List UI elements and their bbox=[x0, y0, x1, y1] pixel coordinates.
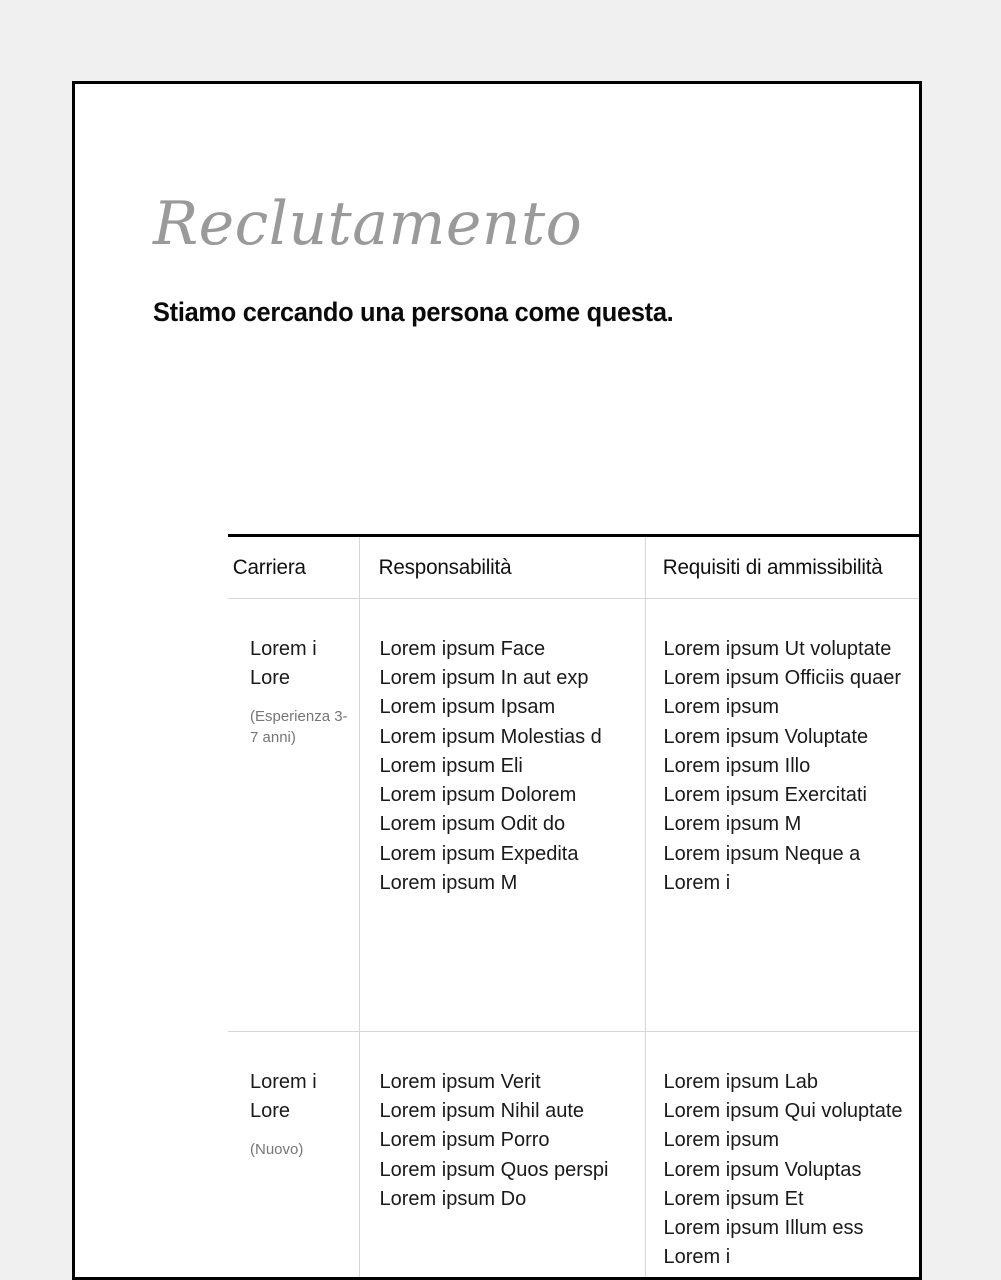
table-header-row bbox=[228, 536, 922, 599]
list-item: Lorem ipsum Expedita bbox=[379, 842, 579, 865]
career-experience-note: (Esperienza 3-7 anni) bbox=[250, 707, 348, 746]
list-item: Lorem ipsum Et bbox=[663, 1187, 804, 1210]
list-item: Lorem ipsum Exercitati bbox=[663, 784, 867, 807]
responsibilities-list bbox=[380, 1068, 641, 1214]
cell-career bbox=[228, 598, 359, 1031]
list-item: Lorem ipsum Odit do bbox=[379, 813, 566, 836]
career-title-line-1: Lorem i bbox=[250, 637, 317, 660]
table-header bbox=[228, 536, 922, 599]
list-item: Lorem ipsum Officiis quaer bbox=[663, 666, 901, 689]
cell-requirements bbox=[645, 598, 922, 1031]
list-item: Lorem ipsum Neque a bbox=[663, 842, 861, 865]
column-header-responsibilities bbox=[359, 536, 634, 599]
list-item: Lorem ipsum Nihil aute bbox=[379, 1099, 585, 1122]
list-item: Lorem ipsum Qui voluptate bbox=[663, 1099, 903, 1122]
recruitment-table bbox=[228, 534, 922, 1280]
requirements-list bbox=[664, 1068, 920, 1273]
document-header-block bbox=[153, 189, 853, 328]
list-item: Lorem ipsum Eli bbox=[379, 754, 523, 777]
page-subtitle: Stiamo cercando una persona come questa. bbox=[153, 297, 674, 327]
table-row bbox=[228, 598, 922, 1031]
requirements-list bbox=[664, 635, 920, 899]
table-row bbox=[228, 1031, 922, 1280]
column-header-career bbox=[228, 536, 354, 599]
list-item: Lorem ipsum Lab bbox=[663, 1070, 819, 1093]
career-title-line-2: Lore bbox=[250, 667, 291, 690]
list-item: Lorem ipsum Verit bbox=[379, 1070, 541, 1093]
cell-responsibilities bbox=[359, 598, 645, 1031]
page-title: Reclutamento bbox=[153, 189, 583, 259]
list-item: Lorem ipsum Porro bbox=[379, 1129, 550, 1152]
list-item: Lorem ipsum Voluptate bbox=[663, 725, 869, 748]
column-header-requirements-label: Requisiti di ammissibilità bbox=[662, 555, 883, 579]
list-item: Lorem ipsum Illum ess bbox=[663, 1217, 864, 1240]
list-item: Lorem ipsum Dolorem bbox=[379, 784, 577, 807]
list-item: Lorem i bbox=[663, 872, 731, 895]
cell-requirements bbox=[645, 1031, 922, 1280]
column-header-responsibilities-label: Responsabilità bbox=[378, 555, 512, 579]
cell-career bbox=[228, 1031, 359, 1280]
document-page bbox=[72, 81, 922, 1280]
list-item: Lorem ipsum Do bbox=[379, 1187, 527, 1210]
list-item: Lorem ipsum bbox=[663, 696, 780, 719]
list-item: Lorem ipsum Voluptas bbox=[663, 1158, 862, 1181]
list-item: Lorem i bbox=[663, 1246, 731, 1269]
column-header-requirements bbox=[645, 536, 912, 599]
list-item: Lorem ipsum Ut voluptate bbox=[663, 637, 892, 660]
list-item: Lorem ipsum Molestias d bbox=[379, 725, 602, 748]
list-item: Lorem ipsum Ipsam bbox=[379, 696, 556, 719]
career-title-line-2: Lore bbox=[250, 1100, 291, 1123]
list-item: Lorem ipsum Quos perspi bbox=[379, 1158, 609, 1181]
list-item: Lorem ipsum bbox=[663, 1129, 780, 1152]
career-experience-note: (Nuovo) bbox=[250, 1140, 304, 1158]
responsibilities-list bbox=[380, 635, 641, 899]
list-item: Lorem ipsum In aut exp bbox=[379, 666, 589, 689]
career-title-line-1: Lorem i bbox=[250, 1070, 317, 1093]
table-body bbox=[228, 598, 922, 1280]
list-item: Lorem ipsum M bbox=[379, 872, 518, 895]
list-item: Lorem ipsum Face bbox=[379, 637, 546, 660]
cell-responsibilities bbox=[359, 1031, 645, 1280]
column-header-career-label: Carriera bbox=[232, 555, 306, 579]
list-item: Lorem ipsum M bbox=[663, 813, 802, 836]
list-item: Lorem ipsum Illo bbox=[663, 754, 811, 777]
